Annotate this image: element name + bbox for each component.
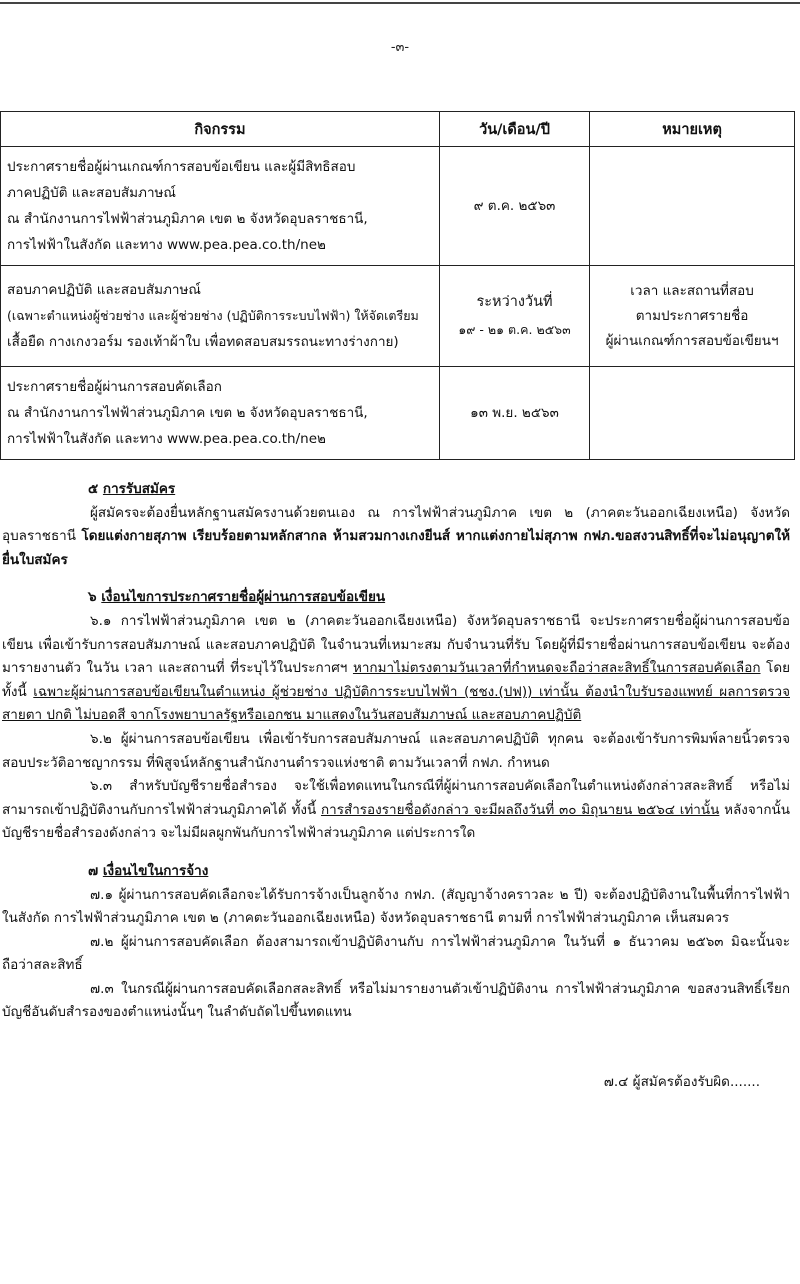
paragraph-bold-text: โดยแต่งกายสุภาพ เรียบร้อยตามหลักสากล ห้ามสวมกางเกงยีนส์ หากแต่งกายไม่สุภาพ กฟภ.ขอสงวนสิทธิ์ที่จะไม่อนุญาตให้ยื่นใบสมัคร: [2, 528, 790, 568]
schedule-table: [0, 111, 795, 460]
section-number: ๖: [88, 589, 97, 606]
section-title: เงื่อนไขในการจ้าง: [102, 862, 209, 879]
paragraph-text: ๖.๑ การไฟฟ้าส่วนภูมิภาค เขต ๒ (ภาคตะวันออกเฉียงเหนือ) จังหวัดอุบลราชธานี จะประกาศรายชื่อผู้ผ่านการสอบข้อเขียน เพื่อเข้ารับการสอบสัมภาษณ์ และสอบภาคปฏิบัติ ในจำนวนที่เหมาะสม กับจำนวนที่รับ โดยผู้ที่มีรายชื่อผ่านการสอบข้อเขียน จะต้องมารายงานตัว ในวัน เวลา และสถานที่ ที่ระบุไว้ในประกาศฯ: [2, 612, 790, 677]
section-7-heading: [88, 860, 790, 884]
remark-line: ผู้ผ่านเกณฑ์การสอบข้อเขียนฯ: [605, 332, 779, 349]
remark-cell: [590, 266, 795, 367]
section-5-paragraph: [0, 502, 790, 573]
date-line: ๙ ต.ค. ๒๕๖๓: [473, 198, 556, 214]
table-row: [1, 147, 795, 266]
section-number: ๕: [88, 481, 99, 497]
paragraph-text: ผู้สมัครจะต้องยื่นหลักฐานสมัครงานด้วยตนเอง ณ การไฟฟ้าส่วนภูมิภาค เขต ๒ (ภาคตะวันออกเฉียงเหนือ) จังหวัดอุบลราชธานี: [2, 504, 790, 545]
date-cell: [439, 266, 589, 367]
remark-cell: [590, 367, 795, 460]
header-activity: กิจกรรม: [1, 112, 440, 147]
table-header-row: [1, 112, 795, 147]
activity-line: การไฟฟ้าในสังกัด และทาง www.pea.pea.co.th/ne๒: [7, 431, 326, 447]
activity-line: สอบภาคปฏิบัติ และสอบสัมภาษณ์: [7, 282, 201, 298]
remark-line: เวลา และสถานที่สอบ: [630, 282, 754, 299]
top-rule: [0, 2, 800, 4]
section-5-heading: [88, 478, 790, 502]
header-remark: หมายเหตุ: [590, 112, 795, 147]
activity-cell: [1, 266, 440, 367]
section-number: ๗: [88, 862, 99, 879]
activity-line: ณ สำนักงานการไฟฟ้าส่วนภูมิภาค เขต ๒ จังหวัดอุบลราชธานี,: [7, 405, 368, 421]
activity-cell: [1, 147, 440, 266]
clause-6-3: [0, 775, 790, 846]
date-cell: [439, 147, 589, 266]
document-body: [0, 478, 790, 1095]
page-number: -๓-: [390, 40, 410, 55]
header-date: วัน/เดือน/ปี: [439, 112, 589, 147]
clause-6-2: ๖.๒ ผู้ผ่านการสอบข้อเขียน เพื่อเข้ารับการสอบสัมภาษณ์ และสอบภาคปฏิบัติ ทุกคน จะต้องเข้ารับการพิมพ์ลายนิ้วตรวจสอบประวัติอาชญากรรม ที่พิสูจน์หลักฐานสำนักงานตำรวจแห่งชาติ ตามวันเวลาที่ กฟภ. กำหนด: [2, 730, 790, 771]
activity-line: ประกาศรายชื่อผู้ผ่านเกณฑ์การสอบข้อเขียน และผู้มีสิทธิสอบ: [7, 159, 356, 175]
underlined-text: หากมาไม่ตรงตามวันเวลาที่กำหนดจะถือว่าสละสิทธิ์ในการสอบคัดเลือก: [352, 660, 761, 677]
date-line: ระหว่างวันที่: [476, 294, 553, 310]
remark-cell: [590, 147, 795, 266]
continuation-note: ๗.๔ ผู้สมัครต้องรับผิด.......: [603, 1074, 760, 1091]
activity-line: (เฉพาะตำแหน่งผู้ช่วยช่าง และผู้ช่วยช่าง (ปฏิบัติการระบบไฟฟ้า) ให้จัดเตรียม: [7, 308, 419, 323]
underlined-text: เฉพาะผู้ผ่านการสอบข้อเขียนในตำแหน่ง ผู้ช่วยช่าง ปฏิบัติการระบบไฟฟ้า (ชชง.(ปฟ)) เท่านั้น ต้องนำใบรับรองแพทย์ ผลการตรวจสายตา ปกติ ไม่บอดสี จากโรงพยาบาลรัฐหรือเอกชน มาแสดงในวันสอบสัมภาษณ์ และสอบภาคปฏิบัติ: [2, 683, 790, 724]
clause-7-3: ๗.๓ ในกรณีผู้ผ่านการสอบคัดเลือกสละสิทธิ์ หรือไม่มารายงานตัวเข้าปฏิบัติงาน การไฟฟ้าส่วนภูมิภาค ขอสงวนสิทธิ์เรียกบัญชีอันดับสำรองของตำแหน่งนั้นๆ ในลำดับถัดไปขึ้นทดแทน: [2, 980, 790, 1021]
activity-line: ประกาศรายชื่อผู้ผ่านการสอบคัดเลือก: [7, 379, 222, 395]
date-cell: [439, 367, 589, 460]
clause-6-1: [0, 610, 790, 728]
table-row: [1, 266, 795, 367]
date-line: ๑๓ พ.ย. ๒๕๖๓: [470, 405, 559, 421]
clause-7-1: ๗.๑ ผู้ผ่านการสอบคัดเลือกจะได้รับการจ้างเป็นลูกจ้าง กฟภ. (สัญญาจ้างคราวละ ๒ ปี) จะต้องปฏิบัติงานในพื้นที่การไฟฟ้าในสังกัด การไฟฟ้าส่วนภูมิภาค เขต ๒ (ภาคตะวันออกเฉียงเหนือ) จังหวัดอุบลราชธานี ตามที่ การไฟฟ้าส่วนภูมิภาค เห็นสมควร: [2, 886, 790, 927]
activity-cell: [1, 367, 440, 460]
activity-line: เสื้อยืด กางเกงวอร์ม รองเท้าผ้าใบ เพื่อทดสอบสมรรถนะทางร่างกาย): [7, 334, 399, 350]
paragraph-text: โดยทั้งนี้: [2, 660, 790, 700]
clause-7-2: ๗.๒ ผู้ผ่านการสอบคัดเลือก ต้องสามารถเข้าปฏิบัติงานกับ การไฟฟ้าส่วนภูมิภาค ในวันที่ ๑ ธันวาคม ๒๕๖๓ มิฉะนั้นจะถือว่าสละสิทธิ์: [2, 933, 790, 974]
underlined-text: การสำรองรายชื่อดังกล่าว จะมีผลถึงวันที่ ๓๐ มิถุนายน ๒๕๖๔ เท่านั้น: [320, 801, 720, 818]
table-row: [1, 367, 795, 460]
activity-line: การไฟฟ้าในสังกัด และทาง www.pea.pea.co.th/ne๒: [7, 237, 326, 253]
remark-line: ตามประกาศรายชื่อ: [635, 307, 749, 324]
activity-line: ภาคปฏิบัติ และสอบสัมภาษณ์: [7, 185, 176, 201]
section-title: การรับสมัคร: [102, 481, 176, 497]
date-line: ๑๙ - ๒๑ ต.ค. ๒๕๖๓: [458, 322, 571, 337]
section-title: เงื่อนไขการประกาศรายชื่อผู้ผ่านการสอบข้อเขียน: [101, 589, 386, 606]
activity-line: ณ สำนักงานการไฟฟ้าส่วนภูมิภาค เขต ๒ จังหวัดอุบลราชธานี,: [7, 211, 368, 227]
paragraph-text: ๖.๓ สำหรับบัญชีรายชื่อสำรอง จะใช้เพื่อทดแทนในกรณีที่ผู้ผ่านการสอบคัดเลือกในตำแหน่งดังกล่าวสละสิทธิ์ หรือไม่สามารถเข้าปฏิบัติงานกับการไฟฟ้าส่วนภูมิภาคได้ ทั้งนี้: [2, 778, 790, 818]
paragraph-text: หลังจากนั้นบัญชีรายชื่อสำรองดังกล่าว จะไม่มีผลผูกพันกับการไฟฟ้าส่วนภูมิภาค แต่ประการใด: [2, 801, 791, 842]
section-6-heading: [88, 586, 790, 610]
